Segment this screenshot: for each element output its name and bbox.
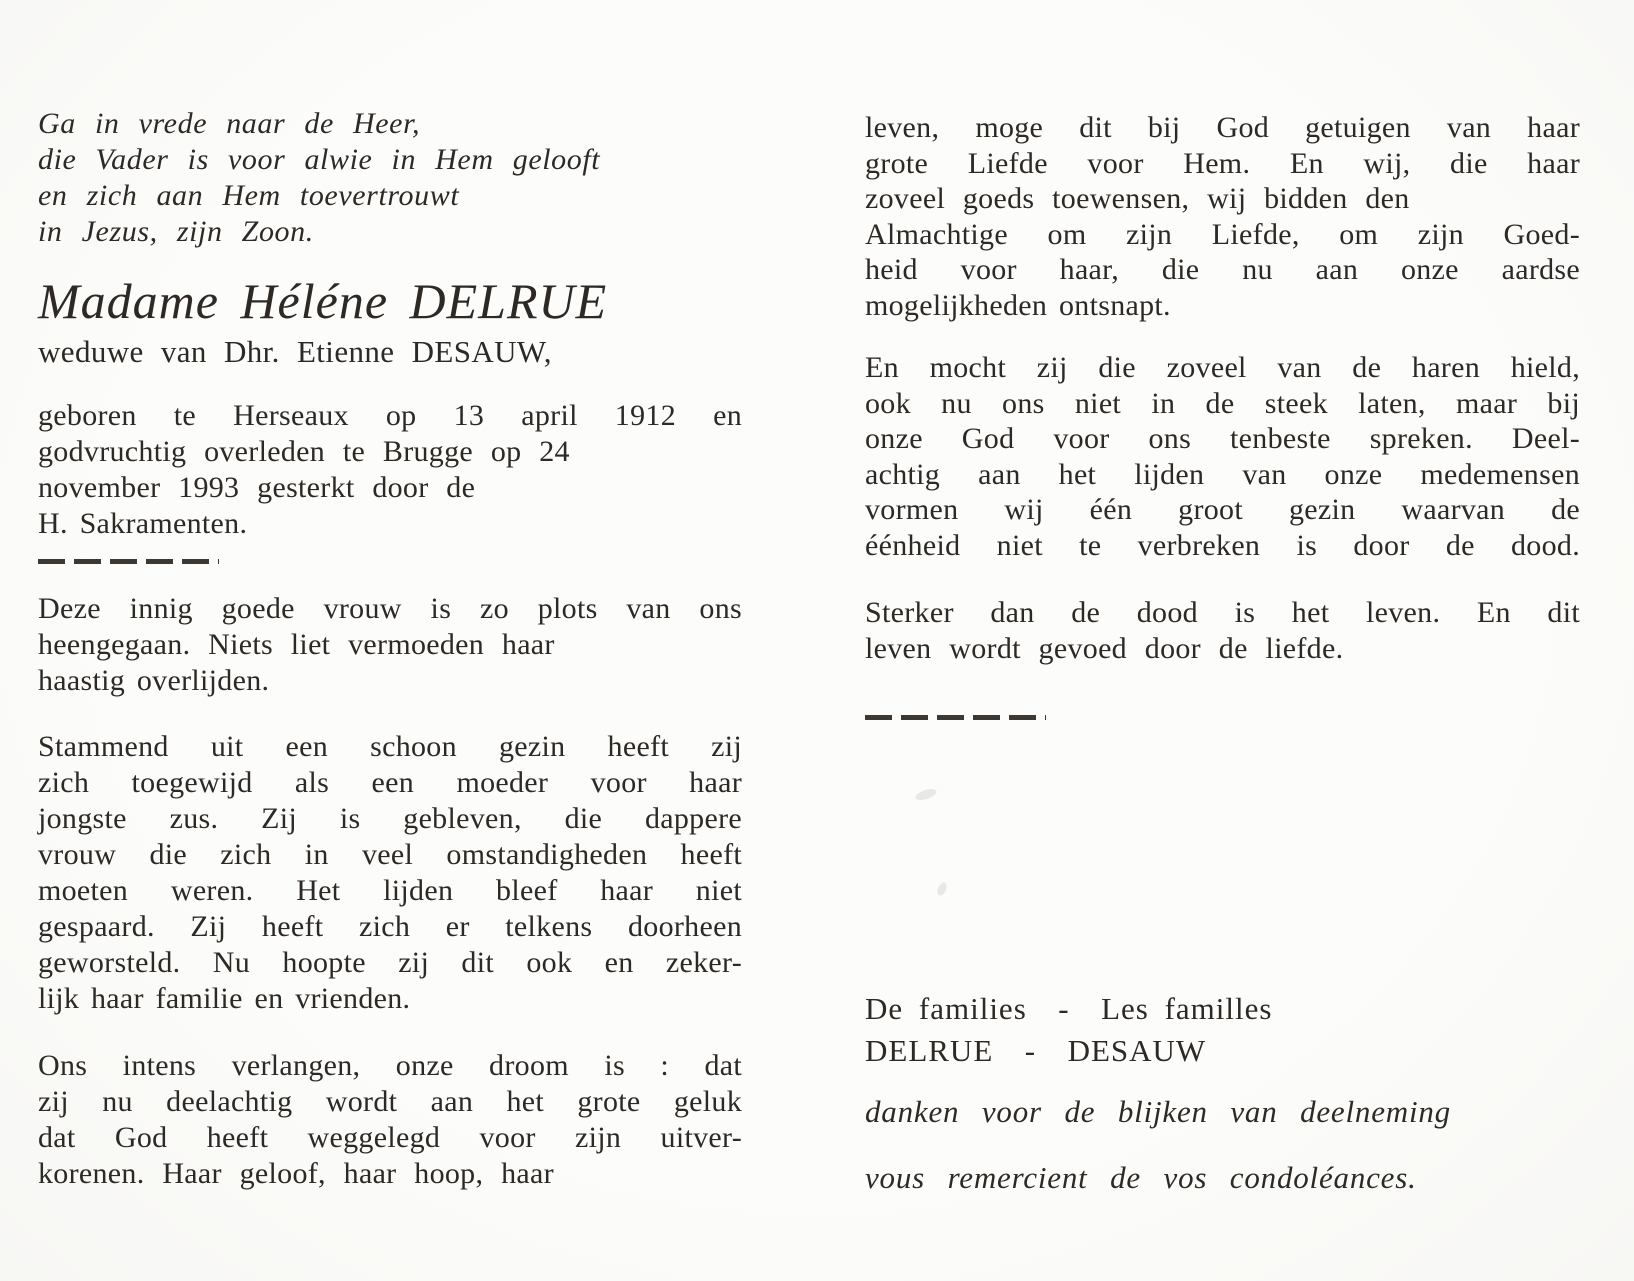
thanks-french-line-1: vous remercient de vos condoléances. — [865, 1160, 1417, 1195]
witness-to-god-line-5: heid voor haar, die nu aan onze aardse — [865, 253, 1580, 286]
sudden-passing — [38, 591, 742, 699]
families-line-2: DELRUE - DESAUW — [865, 1033, 1207, 1068]
birth-death — [38, 398, 742, 542]
our-wish-line-1: Ons intens verlangen, onze droom is : dat — [38, 1049, 742, 1082]
right-column — [865, 110, 1580, 1198]
sudden-passing-line-2: heengegaan. Niets liet vermoeden haar — [38, 628, 555, 661]
birth-death-line-2: godvruchtig overleden te Brugge op 24 — [38, 435, 570, 468]
devoted-life-line-1: Stammend uit een schoon gezin heeft zij — [38, 730, 742, 763]
devoted-life-line-3: jongste zus. Zij is gebleven, die dappere — [38, 802, 742, 835]
devoted-life-line-2: zich toegewijd als een moeder voor haar — [38, 766, 742, 799]
devoted-life-line-4: vrouw die zich in veel omstandigheden heeft — [38, 838, 742, 871]
birth-death-line-1: geboren te Herseaux op 13 april 1912 en — [38, 399, 742, 432]
opening-quote-line-1: Ga in vrede naar de Heer, — [38, 107, 421, 140]
families-line-1: De families - Les familles — [865, 991, 1273, 1026]
family-unity-line-6: éénheid niet te verbreken is door de dood. — [865, 528, 1580, 562]
opening-quote-line-4: in Jezus, zijn Zoon. — [38, 215, 314, 248]
birth-death-line-4: H. Sakramenten. — [38, 507, 248, 540]
divider-left-dashes — [38, 559, 219, 564]
witness-to-god-line-4: Almachtige om zijn Liefde, om zijn Goed- — [865, 217, 1580, 251]
our-wish-line-4: korenen. Haar geloof, haar hoop, haar — [38, 1157, 554, 1190]
devoted-life-line-5: moeten weren. Het lijden bleef haar niet — [38, 874, 742, 907]
witness-to-god-line-3: zoveel goeds toewensen, wij bidden den — [865, 182, 1410, 215]
family-unity-line-5: vormen wij één groot gezin waarvan de — [865, 493, 1580, 526]
left-column — [38, 106, 742, 1192]
opening-quote-line-2: die Vader is voor alwie in Hem gelooft — [38, 143, 601, 176]
opening-quote-line-3: en zich aan Hem toevertrouwt — [38, 179, 460, 212]
birth-death-line-3: november 1993 gesterkt door de — [38, 471, 476, 504]
deceased-name — [38, 273, 742, 329]
family-unity-line-3: onze God voor ons tenbeste spreken. Deel- — [865, 422, 1580, 455]
sudden-passing-line-3: haastig overlijden. — [38, 664, 270, 697]
family-unity — [865, 350, 1580, 563]
devoted-life — [38, 729, 742, 1017]
devoted-life-line-6: gespaard. Zij heeft zich er telkens doorheen — [38, 910, 742, 943]
families — [865, 988, 1580, 1072]
deceased-name-line-1: Madame Héléne DELRUE — [38, 273, 608, 329]
opening-quote — [38, 106, 742, 250]
family-unity-line-2: ook nu ons niet in de steek laten, maar bij — [865, 386, 1580, 420]
divider-right-dashes — [865, 715, 1046, 720]
stronger-than-death — [865, 595, 1580, 666]
our-wish-line-3: dat God heeft weggelegd voor zijn uitver- — [38, 1121, 742, 1154]
witness-to-god-line-2: grote Liefde voor Hem. En wij, die haar — [865, 146, 1580, 180]
thanks-dutch-line-1: danken voor de blijken van deelneming — [865, 1094, 1451, 1129]
devoted-life-line-7: geworsteld. Nu hoopte zij dit ook en zeker- — [38, 946, 742, 979]
witness-to-god-line-1: leven, moge dit bij God getuigen van haar — [865, 111, 1580, 144]
thanks-french — [865, 1158, 1580, 1198]
stronger-than-death-line-2: leven wordt gevoed door de liefde. — [865, 631, 1344, 665]
family-unity-line-4: achtig aan het lijden van onze medemensen — [865, 457, 1580, 491]
widow-line-line-1: weduwe van Dhr. Etienne DESAUW, — [38, 334, 552, 369]
our-wish — [38, 1048, 742, 1192]
thanks-dutch — [865, 1092, 1580, 1132]
witness-to-god-line-6: mogelijkheden ontsnapt. — [865, 288, 1171, 322]
our-wish-line-2: zij nu deelachtig wordt aan het grote geluk — [38, 1085, 742, 1118]
witness-to-god — [865, 110, 1580, 323]
devoted-life-line-8: lijk haar familie en vrienden. — [38, 982, 411, 1015]
stronger-than-death-line-1: Sterker dan de dood is het leven. En dit — [865, 596, 1580, 629]
sudden-passing-line-1: Deze innig goede vrouw is zo plots van ons — [38, 592, 742, 625]
family-unity-line-1: En mocht zij die zoveel van de haren hield, — [865, 351, 1580, 384]
widow-line — [38, 334, 742, 370]
